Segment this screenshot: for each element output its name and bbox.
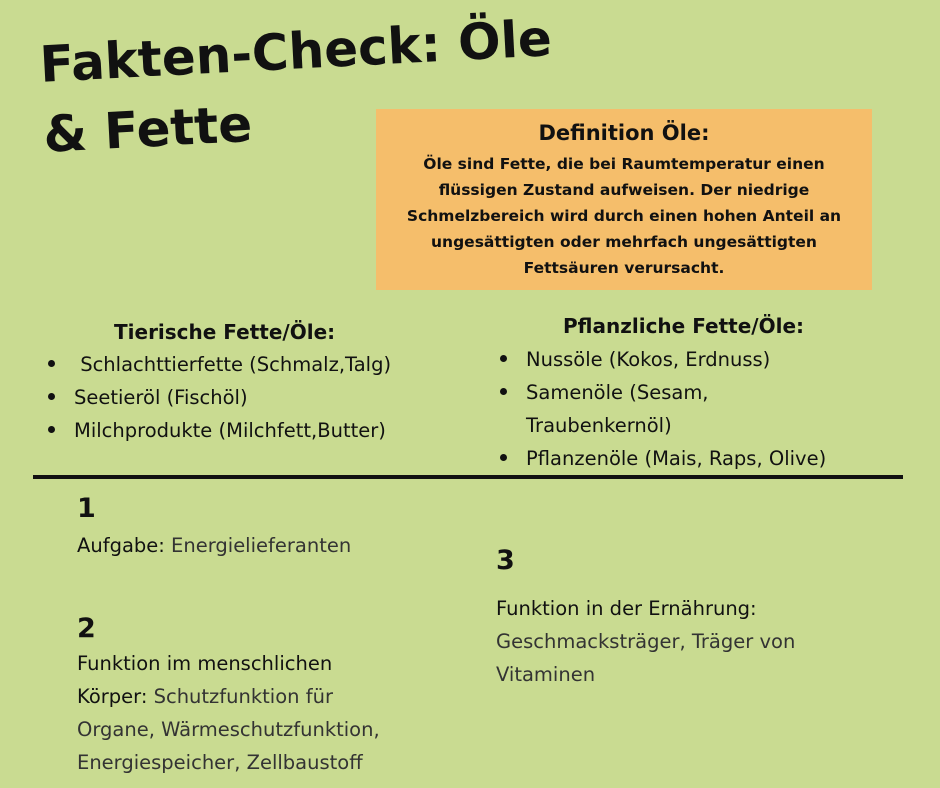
fact-2-label-line: Funktion im menschlichen xyxy=(77,652,333,675)
fact-2-label: Körper: xyxy=(77,685,148,708)
definition-line: Öle sind Fette, die bei Raumtemperatur einen xyxy=(423,155,825,173)
list-item-text: Samenöle (Sesam, xyxy=(526,381,709,404)
fact-3-value-line: Geschmacksträger, Träger von xyxy=(496,630,796,653)
bullet-icon xyxy=(48,360,55,367)
list-item xyxy=(496,376,896,409)
list-item xyxy=(44,348,444,381)
fact-2-value: Schutzfunktion für xyxy=(147,685,333,708)
bullet-icon xyxy=(48,426,55,433)
fact-number-3: 3 xyxy=(496,545,515,576)
bullet-icon xyxy=(500,454,507,461)
fact-3-text xyxy=(496,592,896,691)
list-item-text: Traubenkernöl) xyxy=(526,414,672,437)
fact-1-label: Aufgabe: xyxy=(77,534,165,557)
fact-3-value-line: Vitaminen xyxy=(496,663,596,686)
list-item-text: Seetieröl (Fischöl) xyxy=(74,386,248,409)
list-item xyxy=(44,414,444,447)
title-line-2: & Fette xyxy=(41,94,254,164)
list-item xyxy=(496,442,896,475)
list-item-text: Schlachttierfette (Schmalz,Talg) xyxy=(74,353,392,376)
fact-1-value: Energielieferanten xyxy=(164,534,352,557)
list-item xyxy=(496,343,896,376)
bullet-icon xyxy=(500,355,507,362)
list-item xyxy=(44,381,444,414)
definition-heading: Definition Öle: xyxy=(538,121,710,145)
list-item-text: Nussöle (Kokos, Erdnuss) xyxy=(526,348,771,371)
list-item-continuation xyxy=(496,409,896,442)
fact-1-text xyxy=(77,529,457,562)
bullet-icon xyxy=(500,388,507,395)
fact-number-2: 2 xyxy=(77,613,96,644)
animal-fats-heading: Tierische Fette/Öle: xyxy=(114,320,336,344)
plant-fats-heading: Pflanzliche Fette/Öle: xyxy=(563,314,805,338)
fact-2-text xyxy=(77,647,477,779)
definition-text xyxy=(390,151,858,281)
plant-fats-list xyxy=(496,343,896,475)
fact-2-value-line: Organe, Wärmeschutzfunktion, xyxy=(77,718,380,741)
list-item-text: Milchprodukte (Milchfett,Butter) xyxy=(74,419,386,442)
definition-box xyxy=(376,109,872,290)
fact-2-line xyxy=(77,680,477,713)
list-item-text: Pflanzenöle (Mais, Raps, Olive) xyxy=(526,447,827,470)
definition-line: Fettsäuren verursacht. xyxy=(523,259,725,277)
fact-3-label: Funktion in der Ernährung: xyxy=(496,597,757,620)
animal-fats-list xyxy=(44,348,444,447)
fact-2-value-line: Energiespeicher, Zellbaustoff xyxy=(77,751,363,774)
definition-line: flüssigen Zustand aufweisen. Der niedrige xyxy=(438,181,810,199)
fact-number-1: 1 xyxy=(77,493,96,524)
definition-line: Schmelzbereich wird durch einen hohen Anteil an xyxy=(406,207,842,225)
definition-line: ungesättigten oder mehrfach ungesättigten xyxy=(431,233,817,251)
bullet-icon xyxy=(48,393,55,400)
section-divider xyxy=(33,475,903,479)
title-line-1: Fakten-Check: Öle xyxy=(38,9,554,94)
